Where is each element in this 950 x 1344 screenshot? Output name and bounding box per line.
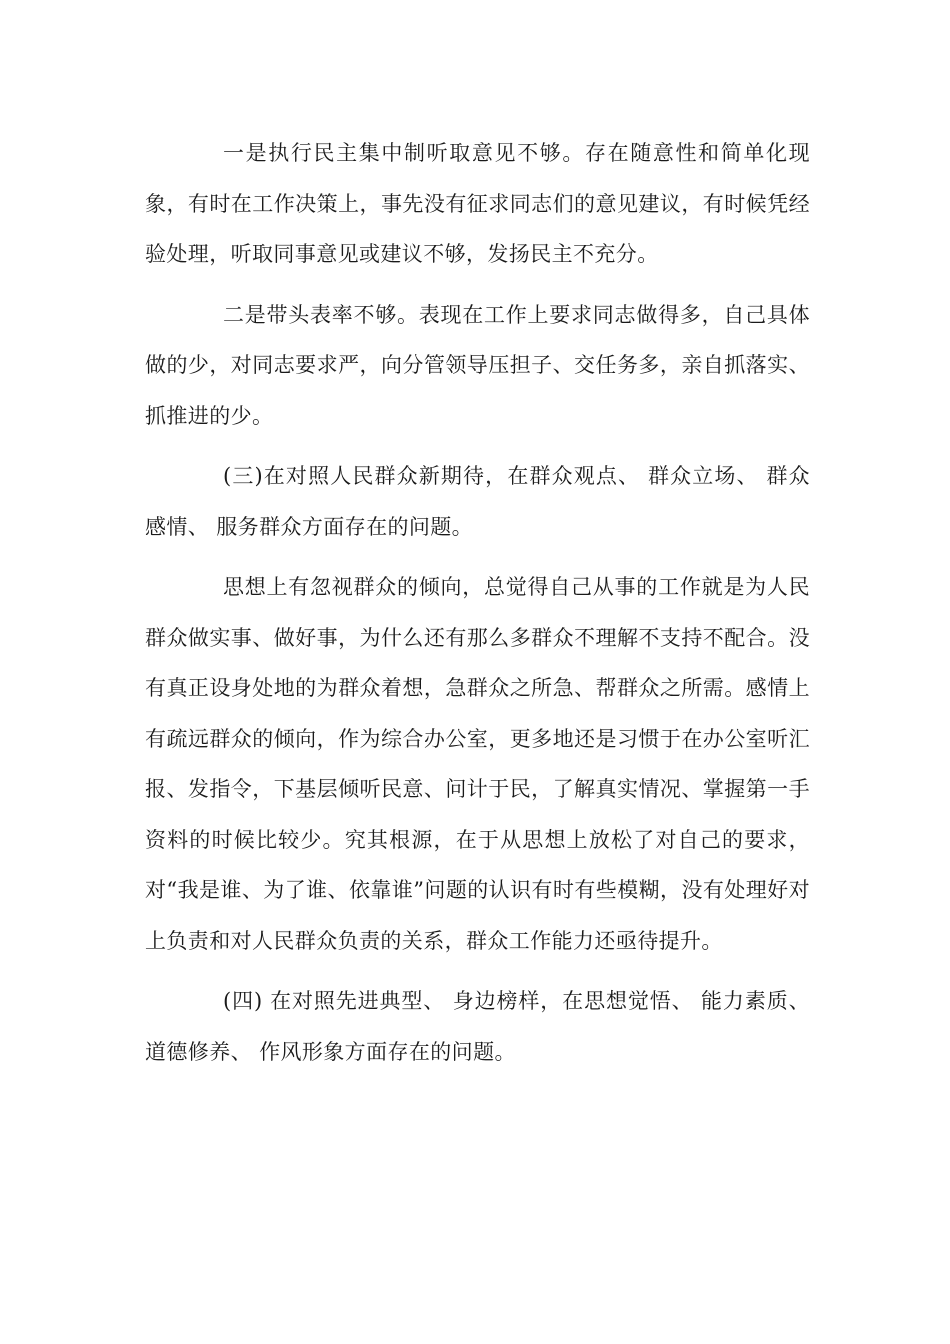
paragraph-gap xyxy=(145,966,810,976)
paragraph-mass-line: 思想上有忽视群众的倾向，总觉得自己从事的工作就是为人民群众做实事、做好事，为什么还有那么多群众不理解不支持不配合。没有真正设身处地的为群众着想，急群众之所急、帮群众之所需。感情上有疏远群众的倾向，作为综合办公室，更多地还是习惯于在办公室听汇报、发指令，下基层倾听民意、问计于民，了解真实情况、掌握第一手资料的时候比较少。究其根源，在于从思想上放松了对自己的要求， 对“我是谁、为了谁、依靠谁”问题的认识有时有些模糊，没有处理好对上负责和对人民群众负责的关系，群众工作能力还亟待提升。 xyxy=(145,575,818,953)
document-body xyxy=(145,128,818,1077)
paragraph-gap xyxy=(145,552,810,562)
section-heading-four: (四) 在对照先进典型、 身边榜样，在思想觉悟、 能力素质、 道德修养、 作风形象方面存在的问题。 xyxy=(145,989,818,1064)
paragraph-leading-by-example: 二是带头表率不够。表现在工作上要求同志做得多，自己具体做的少，对同志要求严，向分管领导压担子、交任务多，亲自抓落实、抓推进的少。 xyxy=(145,302,810,428)
section-heading-three: (三)在对照人民群众新期待，在群众观点、 群众立场、 群众感情、 服务群众方面存在的问题。 xyxy=(145,464,810,539)
paragraph-gap xyxy=(145,280,810,290)
paragraph-gap xyxy=(145,441,810,451)
paragraph-democratic-centralism: 一是执行民主集中制听取意见不够。存在随意性和简单化现象，有时在工作决策上，事先没有征求同志们的意见建议，有时候凭经验处理，听取同事意见或建议不够，发扬民主不充分。 xyxy=(145,141,810,266)
